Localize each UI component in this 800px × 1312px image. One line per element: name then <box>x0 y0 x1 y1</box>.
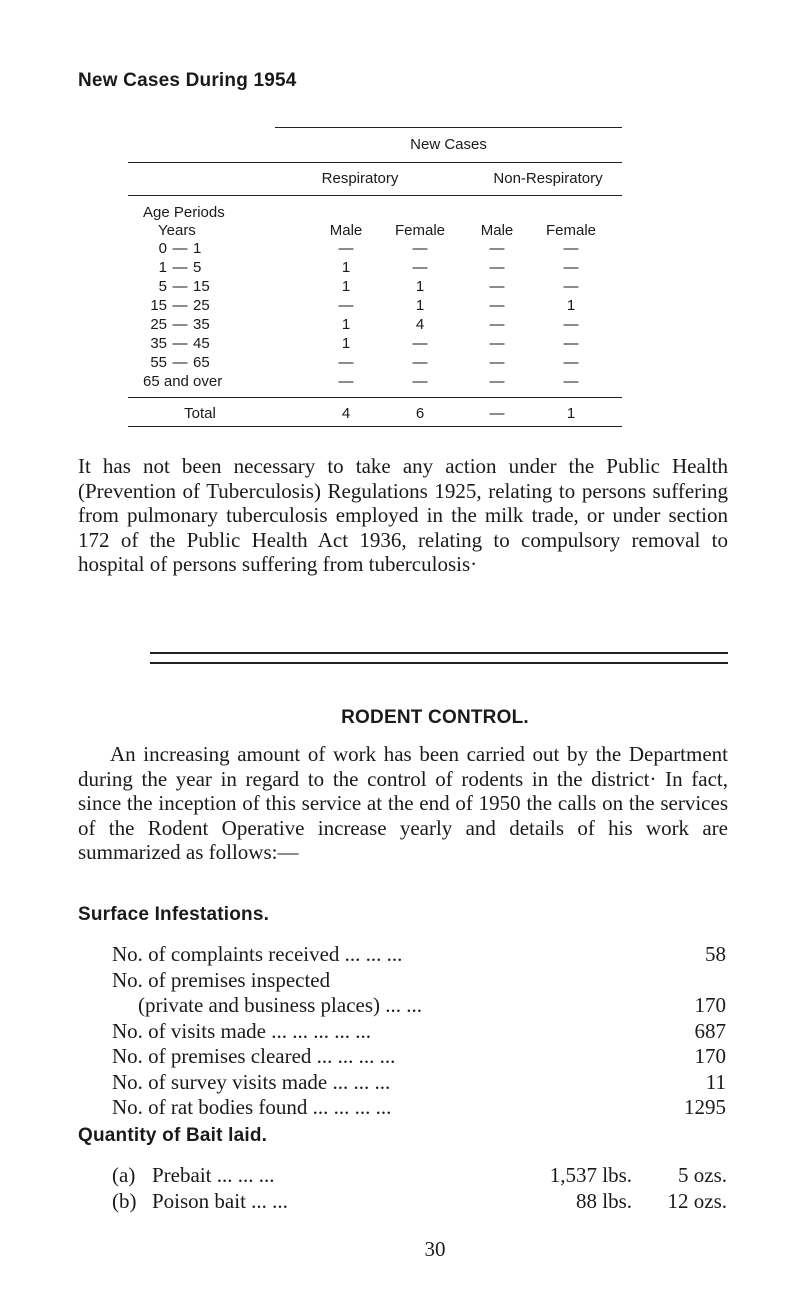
cell-female-nonresp: — <box>563 240 579 257</box>
cell-male-nonresp: — <box>489 316 505 333</box>
cell-female-resp: — <box>412 335 428 352</box>
age-period-end: 45 <box>193 335 210 352</box>
age-period-dash: — <box>172 278 188 295</box>
cell-female-nonresp: — <box>563 354 579 371</box>
rodent-paragraph: An increasing amount of work has been carried out by the Department during the year in regard to the control of rodents in the district· In fact, since the inception of this service at the end of 1950 the calls on the services of the Rodent Operative increase yearly and details of his work are summarized as follows:— <box>78 742 728 864</box>
age-period-start: 1 <box>158 259 167 276</box>
bait-item-ozs: 5 ozs. <box>678 1163 727 1187</box>
cell-male-nonresp: — <box>489 335 505 352</box>
col-header-female-resp: Female <box>394 222 446 239</box>
total-female-nonresp: 1 <box>566 405 576 422</box>
col-header-male-resp: Male <box>329 222 363 239</box>
cell-male-nonresp: — <box>489 297 505 314</box>
age-period-end: 35 <box>193 316 210 333</box>
cell-male-resp: — <box>338 297 354 314</box>
list-item-label: No. of complaints received ... ... ... <box>112 942 403 966</box>
age-period-end: 15 <box>193 278 210 295</box>
list-item-value: 58 <box>705 942 726 966</box>
cell-female-resp: — <box>412 354 428 371</box>
age-period-end: 1 <box>193 240 202 257</box>
bait-item-label: Prebait ... ... ... <box>152 1163 275 1187</box>
age-period-end: 25 <box>193 297 210 314</box>
col-header-male-nonresp: Male <box>480 222 514 239</box>
cell-female-resp: 1 <box>415 278 425 295</box>
bait-item-letter: (b) <box>112 1188 137 1213</box>
list-item-label: No. of visits made ... ... ... ... ... <box>112 1018 371 1043</box>
age-period-start: 25 <box>150 316 167 333</box>
section-divider-top <box>150 652 728 654</box>
total-female-resp: 6 <box>415 405 425 422</box>
bait-item-ozs: 12 ozs. <box>667 1188 727 1213</box>
cell-male-resp: 1 <box>341 278 351 295</box>
list-item-value: 687 <box>694 1018 726 1043</box>
list-item-label: No. of premises cleared ... ... ... ... <box>112 1044 396 1068</box>
bait-item-label: Poison bait ... ... <box>152 1188 288 1213</box>
list-item-label: No. of premises inspected <box>112 967 331 992</box>
section-title-rodent-control: RODENT CONTROL. <box>341 707 529 728</box>
age-period-start: 35 <box>150 335 167 352</box>
cell-male-nonresp: — <box>489 373 505 390</box>
cell-female-nonresp: — <box>563 278 579 295</box>
page-number: 30 <box>424 1237 446 1261</box>
cell-male-resp: — <box>338 373 354 390</box>
surface-infestations-heading: Surface Infestations. <box>78 904 270 925</box>
cell-male-nonresp: — <box>489 354 505 371</box>
age-period-dash: — <box>172 259 188 276</box>
cell-female-nonresp: — <box>563 373 579 390</box>
cell-female-nonresp: 1 <box>566 297 576 314</box>
list-item-label: (private and business places) ... ... <box>138 993 423 1017</box>
total-label: Total <box>184 405 216 422</box>
cell-female-nonresp: — <box>563 335 579 352</box>
total-male-nonresp: — <box>489 405 505 422</box>
age-period: 65 and over <box>143 373 223 390</box>
list-item-label: No. of rat bodies found ... ... ... ... <box>112 1095 392 1119</box>
cell-female-resp: — <box>412 240 428 257</box>
list-item-value: 11 <box>705 1069 726 1094</box>
cell-female-resp: 1 <box>415 297 425 314</box>
total-male-resp: 4 <box>341 405 351 422</box>
age-period-end: 65 <box>193 354 210 371</box>
cell-male-resp: — <box>338 354 354 371</box>
table-bottom-rule <box>128 426 622 427</box>
cell-male-resp: 1 <box>341 335 351 352</box>
cell-male-nonresp: — <box>489 259 505 276</box>
subheader-non-respiratory: Non-Respiratory <box>493 170 603 187</box>
total-rule-top <box>128 397 622 398</box>
cell-female-nonresp: — <box>563 259 579 276</box>
col-header-female-nonresp: Female <box>545 222 597 239</box>
list-item-value: 170 <box>694 1044 726 1068</box>
cell-male-nonresp: — <box>489 278 505 295</box>
age-period-dash: — <box>172 354 188 371</box>
table-top-rule <box>275 127 622 128</box>
age-period-start: 15 <box>150 297 167 314</box>
cell-female-resp: — <box>412 373 428 390</box>
age-period-dash: — <box>172 316 188 333</box>
list-item-label: No. of survey visits made ... ... ... <box>112 1069 391 1094</box>
cell-male-resp: 1 <box>341 316 351 333</box>
age-period-start: 55 <box>150 354 167 371</box>
age-period-dash: — <box>172 297 188 314</box>
cell-male-resp: 1 <box>341 259 351 276</box>
list-item-value: 170 <box>694 993 726 1017</box>
group-header: New Cases <box>410 136 487 153</box>
bait-heading: Quantity of Bait laid. <box>78 1125 268 1146</box>
age-period-start: 0 <box>158 240 167 257</box>
cell-male-resp: — <box>338 240 354 257</box>
tuberculosis-paragraph: It has not been necessary to take any action under the Public Health (Prevention of Tuberculosis) Regulations 1925, relating to persons suffering from pulmonary tuberculosis employed in the milk trade, or under section 172 of the Public Health Act 1936, relating to compulsory removal to hospital of persons suffering from tuberculosis· <box>78 454 728 576</box>
bait-item-letter: (a) <box>112 1163 136 1187</box>
cell-female-resp: 4 <box>415 316 425 333</box>
age-header-line1: Age Periods <box>143 204 225 221</box>
cell-male-nonresp: — <box>489 240 505 257</box>
age-header-line2: Years <box>158 222 196 239</box>
age-period-dash: — <box>172 335 188 352</box>
cell-female-nonresp: — <box>563 316 579 333</box>
page-title: New Cases During 1954 <box>78 70 297 91</box>
bait-item-lbs: 1,537 lbs. <box>549 1163 632 1187</box>
subheader-respiratory: Respiratory <box>321 170 399 187</box>
bait-item-lbs: 88 lbs. <box>575 1188 632 1213</box>
age-period-start: 5 <box>158 278 167 295</box>
age-period-end: 5 <box>193 259 202 276</box>
age-period-dash: — <box>172 240 188 257</box>
cell-female-resp: — <box>412 259 428 276</box>
section-divider-bottom <box>150 662 728 664</box>
list-item-value: 1295 <box>684 1095 726 1119</box>
header-rule <box>128 162 622 163</box>
subheader-rule <box>128 195 622 196</box>
